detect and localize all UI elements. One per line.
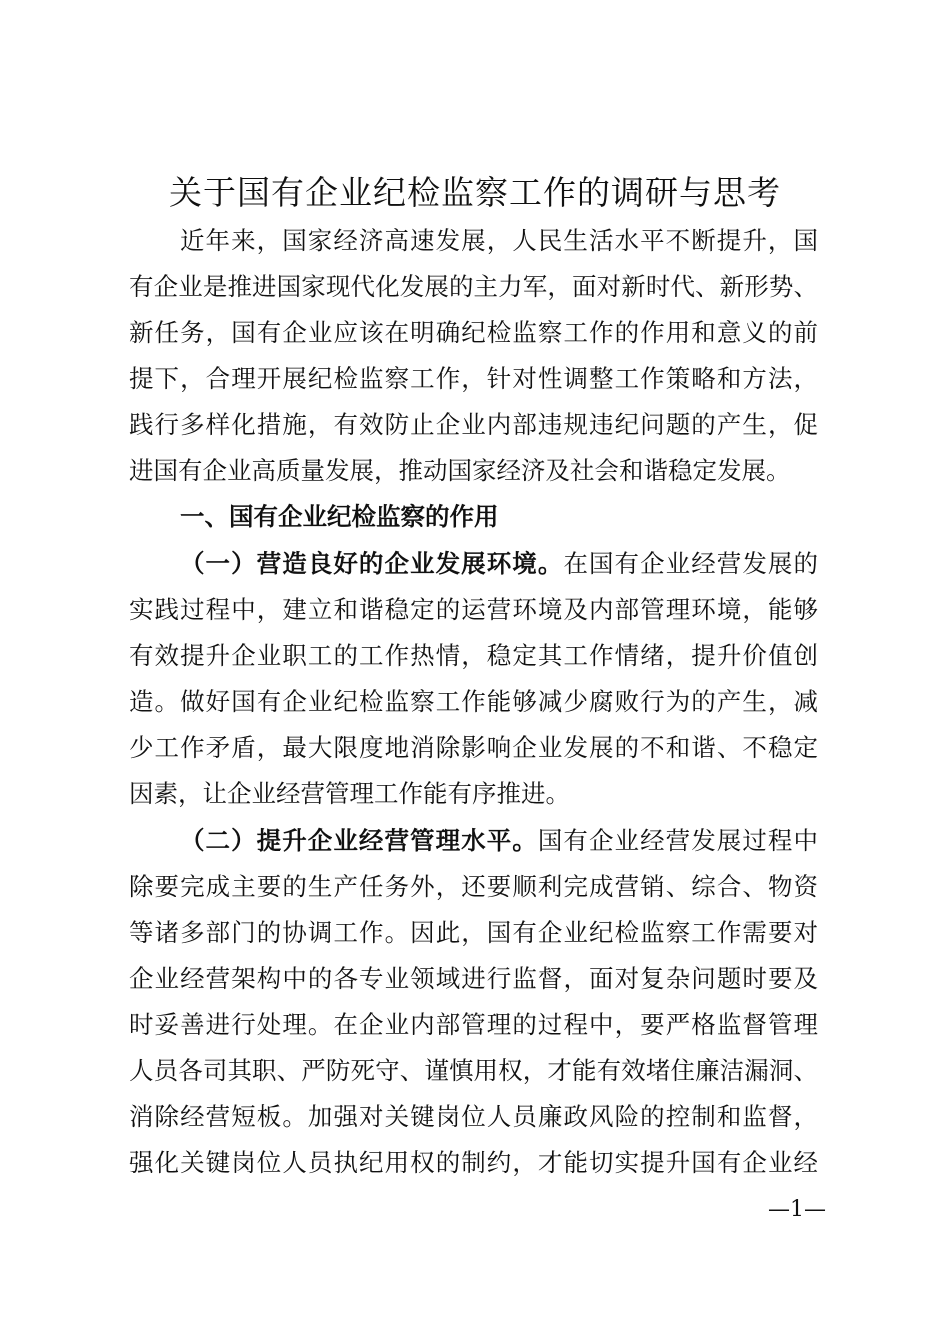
paragraph-line: 造。做好国有企业纪检监察工作能够减少腐败行为的产生，减 (129, 687, 818, 716)
intro-line: 提下，合理开展纪检监察工作，针对性调整工作策略和方法， (129, 364, 818, 393)
paragraph-text: 国有企业经营发展过程中 (537, 826, 818, 855)
paragraph-line: 有效提升企业职工的工作热情，稳定其工作情绪，提升价值创 (129, 641, 818, 670)
paragraph-line: 实践过程中，建立和谐稳定的运营环境及内部管理环境，能够 (129, 595, 818, 624)
paragraph-line: 强化关键岗位人员执纪用权的制约，才能切实提升国有企业经 (129, 1148, 818, 1177)
intro-line: 新任务，国有企业应该在明确纪检监察工作的作用和意义的前 (129, 318, 818, 347)
subsection-1-first-line (180, 541, 818, 587)
section-heading: 一、国有企业纪检监察的作用 (180, 502, 499, 531)
paragraph-line: 人员各司其职、严防死守、谨慎用权，才能有效堵住廉洁漏洞、 (129, 1056, 818, 1085)
paragraph-line: 因素，让企业经营管理工作能有序推进。 (129, 779, 570, 808)
paragraph-line: 少工作矛盾，最大限度地消除影响企业发展的不和谐、不稳定 (129, 733, 818, 762)
intro-line: 近年来，国家经济高速发展，人民生活水平不断提升，国 (180, 226, 818, 255)
document-title: 关于国有企业纪检监察工作的调研与思考 (169, 173, 781, 212)
paragraph-line: 企业经营架构中的各专业领域进行监督，面对复杂问题时要及 (129, 964, 818, 993)
paragraph-line: 时妥善进行处理。在企业内部管理的过程中，要严格监督管理 (129, 1010, 818, 1039)
intro-line: 践行多样化措施，有效防止企业内部违规违纪问题的产生，促 (129, 410, 818, 439)
subsection-2-heading: （二）提升企业经营管理水平。 (180, 826, 538, 855)
intro-line: 进国有企业高质量发展，推动国家经济及社会和谐稳定发展。 (129, 456, 791, 485)
paragraph-line: 除要完成主要的生产任务外，还要顺利完成营销、综合、物资 (129, 872, 818, 901)
page-number: —1— (768, 1197, 826, 1222)
subsection-2-first-line (180, 818, 818, 864)
paragraph-text: 在国有企业经营发展的 (563, 549, 818, 578)
subsection-1-heading: （一）营造良好的企业发展环境。 (180, 549, 564, 578)
paragraph-line: 消除经营短板。加强对关键岗位人员廉政风险的控制和监督， (129, 1102, 818, 1131)
intro-line: 有企业是推进国家现代化发展的主力军，面对新时代、新形势、 (129, 272, 818, 301)
paragraph-line: 等诸多部门的协调工作。因此，国有企业纪检监察工作需要对 (129, 918, 818, 947)
